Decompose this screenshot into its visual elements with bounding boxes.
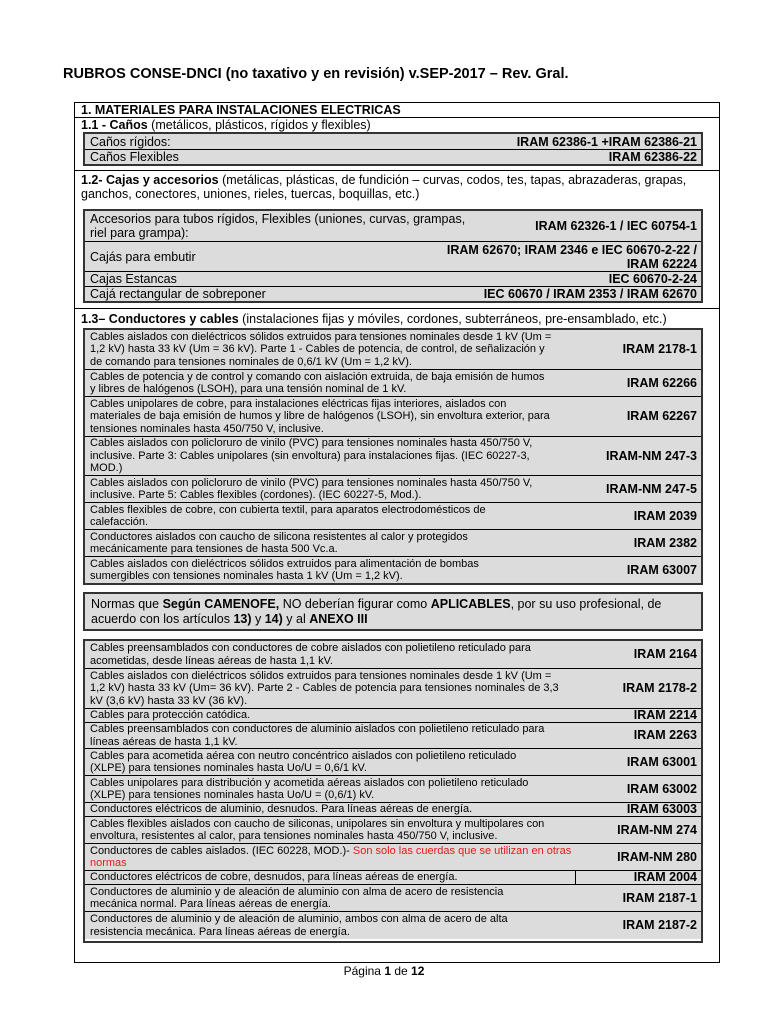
section-1-2-number: 1.2- Cajas y accesorios <box>81 173 219 187</box>
table-row <box>85 802 701 816</box>
note-bold: Según CAMENOFE, <box>162 597 280 611</box>
page-number: 1 <box>384 964 391 978</box>
table-row <box>85 330 701 369</box>
row-description: Caños rígidos: <box>90 134 171 149</box>
row-description: Cables unipolares para distribución y acometida aéreas aislados con polietileno reticulado (XLPE) para tensiones nominales hasta Uo/U = (0,6/1) kV. <box>90 776 529 801</box>
row-standard: IRAM 2187-2 <box>622 918 697 933</box>
row-standard: IRAM 63003 <box>626 802 697 817</box>
table-row <box>85 748 701 775</box>
row-standard: IRAM 2263 <box>633 728 697 743</box>
table-row <box>85 286 701 301</box>
note-bold: 13) <box>233 612 252 626</box>
row-standard: IEC 60670 / IRAM 2353 / IRAM 62670 <box>483 287 697 301</box>
row-standard: IRAM 2214 <box>633 708 697 723</box>
row-standard: IRAM 63001 <box>626 754 697 769</box>
row-standard: IRAM 62326-1 / IEC 60754-1 <box>535 219 697 233</box>
section-1-3-box <box>83 328 703 585</box>
note-text: Normas que <box>91 597 163 611</box>
table-row <box>85 708 701 722</box>
row-description: Conductores eléctricos de aluminio, desnudos. Para líneas aéreas de energía. <box>90 803 473 816</box>
note-bold: ANEXO III <box>309 612 368 626</box>
note-text: y al <box>282 612 310 626</box>
page-footer <box>0 964 768 978</box>
row-description: Cables aislados con policloruro de vinilo (PVC) para tensiones nominales hasta 450/750 V, inclusive. Parte 3: Cables unipolares (sin envoltura) para instalaciones fijas. (IEC 60227-3, MOD.) <box>90 437 533 475</box>
table-row <box>85 911 701 939</box>
divider <box>75 308 719 309</box>
section-1-2-description: (metálicas, plásticas, de fundición – curvas, codos, tes, tapas, abrazaderas, grapas, ganchos, conectores, uniones, rieles, tuercas, boquillas, etc.) <box>81 173 687 201</box>
section-1-3-description: (instalaciones fijas y móviles, cordones, subterráneos, pre-ensamblado, etc.) <box>238 312 667 326</box>
row-description: Cables flexibles de cobre, con cubierta textil, para aparatos electrodomésticos de calefacción. <box>90 503 486 528</box>
table-row <box>85 211 701 241</box>
row-description: Conductores de aluminio y de aleación de aluminio, ambos con alma de acero de alta resistencia mecánica. Para líneas aéreas de energía. <box>90 913 508 938</box>
row-standard: IRAM 2164 <box>633 647 697 662</box>
section-1-2-header <box>75 173 719 205</box>
row-standard: IRAM 62267 <box>626 409 697 424</box>
page-total: 12 <box>411 964 425 978</box>
table-row <box>85 722 701 748</box>
row-standard: IRAM-NM 247-5 <box>606 481 697 496</box>
row-description: Cables flexibles aislados con caucho de siliconas, unipolares sin envoltura y multipolares con envoltura, resistentes al calor, para tensiones nominales hasta 450/750 V, inclusive. <box>90 817 545 842</box>
row-standard: IRAM 2004 <box>633 870 697 885</box>
table-row <box>85 556 701 583</box>
table-row <box>85 475 701 502</box>
section-1-header <box>75 103 719 118</box>
row-standard: IRAM 63007 <box>626 562 697 577</box>
row-description-text: Conductores de cables aislados. (IEC 60228, MOD.)- <box>90 844 353 857</box>
section-1-1-header <box>75 118 719 133</box>
table-row <box>85 241 701 271</box>
row-description: Cables aislados con policloruro de vinilo (PVC) para tensiones nominales hasta 450/750 V, inclusive. Parte 5: Cables flexibles (cordones). (IEC 60227-5, Mod.). <box>90 476 533 501</box>
section-1-1-description: (metálicos, plásticos, rígidos y flexibles) <box>147 118 371 132</box>
table-row <box>85 870 701 884</box>
row-standard: IRAM 62266 <box>626 375 697 390</box>
table-row <box>85 816 701 843</box>
row-description: Caños Flexibles <box>90 150 179 164</box>
row-description: Cables para protección catódica. <box>90 709 251 722</box>
row-standard: IRAM 2039 <box>633 508 697 523</box>
table-row <box>85 149 701 164</box>
row-description: Cajá rectangular de sobreponer <box>90 287 266 301</box>
table-row <box>85 529 701 556</box>
camenofe-note <box>83 592 703 631</box>
row-standard: IRAM 62670; IRAM 2346 e IEC 60670-2-22 / IRAM 62224 <box>446 242 697 271</box>
section-1-3-header <box>75 312 719 327</box>
table-row <box>85 396 701 436</box>
row-standard: IRAM 62386-1 +IRAM 62386-21 <box>516 134 697 149</box>
note-bold: 14) <box>264 612 283 626</box>
section-1-3-number: 1.3– Conductores y cables <box>81 312 239 326</box>
note-text: y <box>251 612 265 626</box>
footer-text: de <box>391 964 412 978</box>
row-description: Cables preensamblados con conductores de aluminio aislados con polietileno reticulado para líneas aéreas de hasta 1,1 kV. <box>90 723 545 748</box>
table-row <box>85 641 701 668</box>
row-description: Cables aislados con dieléctricos sólidos extruidos para alimentación de bombas sumergibles con tensiones nominales hasta 1 kV (Um = 1,2 kV). <box>90 557 479 582</box>
table-row <box>85 502 701 529</box>
table-row <box>85 668 701 708</box>
note-bold: APLICABLES <box>430 597 511 611</box>
section-1-label: 1. MATERIALES PARA INSTALACIONES ELECTRICAS <box>81 103 401 117</box>
non-applicable-box <box>83 639 703 943</box>
section-1-1-box <box>83 132 703 166</box>
table-row <box>85 271 701 286</box>
row-standard: IRAM-NM 247-3 <box>606 448 697 463</box>
materials-table <box>74 102 720 963</box>
row-description <box>85 845 617 870</box>
column-divider <box>575 871 576 884</box>
row-remark: Son solo las cuerdas que se utilizan en otras normas <box>90 844 572 869</box>
row-standard: IEC 60670-2-24 <box>608 272 697 286</box>
row-standard: IRAM 62386-22 <box>608 150 697 164</box>
row-description: Cables unipolares de cobre, para instalaciones eléctricas fijas interiores, aislados con materiales de baja emisión de humos y libre de halógenos (LSOH), sin envoltura exterior, para tensiones nominales hasta 450/750 V, inclusive. <box>90 397 550 435</box>
table-row <box>85 884 701 911</box>
divider <box>75 170 719 171</box>
row-description: Cables preensamblados con conductores de cobre aislados con polietileno reticulado para acometidas, desde líneas aéreas de hasta 1,1 kV. <box>90 642 531 667</box>
row-standard: IRAM-NM 274 <box>617 822 697 837</box>
row-standard: IRAM 2178-1 <box>622 342 697 357</box>
row-standard: IRAM 63002 <box>626 781 697 796</box>
table-row <box>85 436 701 475</box>
row-standard: IRAM-NM 280 <box>617 849 697 864</box>
row-description: Cajás para embutir <box>90 249 196 264</box>
row-standard: IRAM 2382 <box>633 535 697 550</box>
note-text: NO deberían figurar como <box>279 597 431 611</box>
row-description: Conductores eléctricos de cobre, desnudos, para líneas aéreas de energía. <box>90 871 458 884</box>
row-standard: IRAM 2178-2 <box>622 681 697 696</box>
table-row <box>85 134 701 149</box>
row-standard: IRAM 2187-1 <box>622 890 697 905</box>
row-description: Accesorios para tubos rígidos, Flexibles (uniones, curvas, grampas, riel para grampa): <box>90 212 466 240</box>
section-1-1-number: 1.1 - Caños <box>81 118 148 132</box>
row-description: Conductores de aluminio y de aleación de aluminio con alma de acero de resistencia mecánica normal. Para líneas aéreas de energía. <box>90 885 504 910</box>
table-row <box>85 843 701 870</box>
row-description: Cables de potencia y de control y comando con aislación extruida, de baja emisión de humos y libres de halógenos (LSOH), para una tensión nominal de 1 kV. <box>90 370 545 395</box>
row-description: Conductores aislados con caucho de silicona resistentes al calor y protegidos mecánicamente para tensiones de hasta 500 Vc.a. <box>90 530 468 555</box>
row-description: Cables para acometida aérea con neutro concéntrico aislados con polietileno reticulado (XLPE) para tensiones nominales hasta Uo/U = 0,6/1 kV. <box>90 749 517 774</box>
footer-text: Página <box>343 964 385 978</box>
document-title: RUBROS CONSE-DNCI (no taxativo y en revisión) v.SEP-2017 – Rev. Gral. <box>63 66 569 82</box>
row-description: Cables aislados con dieléctricos sólidos extruidos para tensiones nominales desde 1 kV (Um = 1,2 kV) hasta 33 kV (Um = 36 kV). Parte 1 - Cables de potencia, de control, de señalización y de comando para tensiones nominales de 0,6/1 kV (Um = 1,2 kV). <box>90 330 552 368</box>
table-row <box>85 775 701 802</box>
table-row <box>85 369 701 396</box>
section-1-2-box <box>83 209 703 303</box>
row-description: Cables aislados con dieléctricos sólidos extruidos para tensiones nominales desde 1 kV (Um = 1,2 kV) hasta 33 kV (Um= 36 kV). Parte 2 - Cables de potencia para tensiones nominales de 3,3 kV (3,6 kV) hasta 33 kV (36 kV). <box>90 669 559 707</box>
note-text: , por su uso profesional, de acuerdo con los artículos <box>91 597 662 626</box>
row-description: Cajas Estancas <box>90 272 177 286</box>
